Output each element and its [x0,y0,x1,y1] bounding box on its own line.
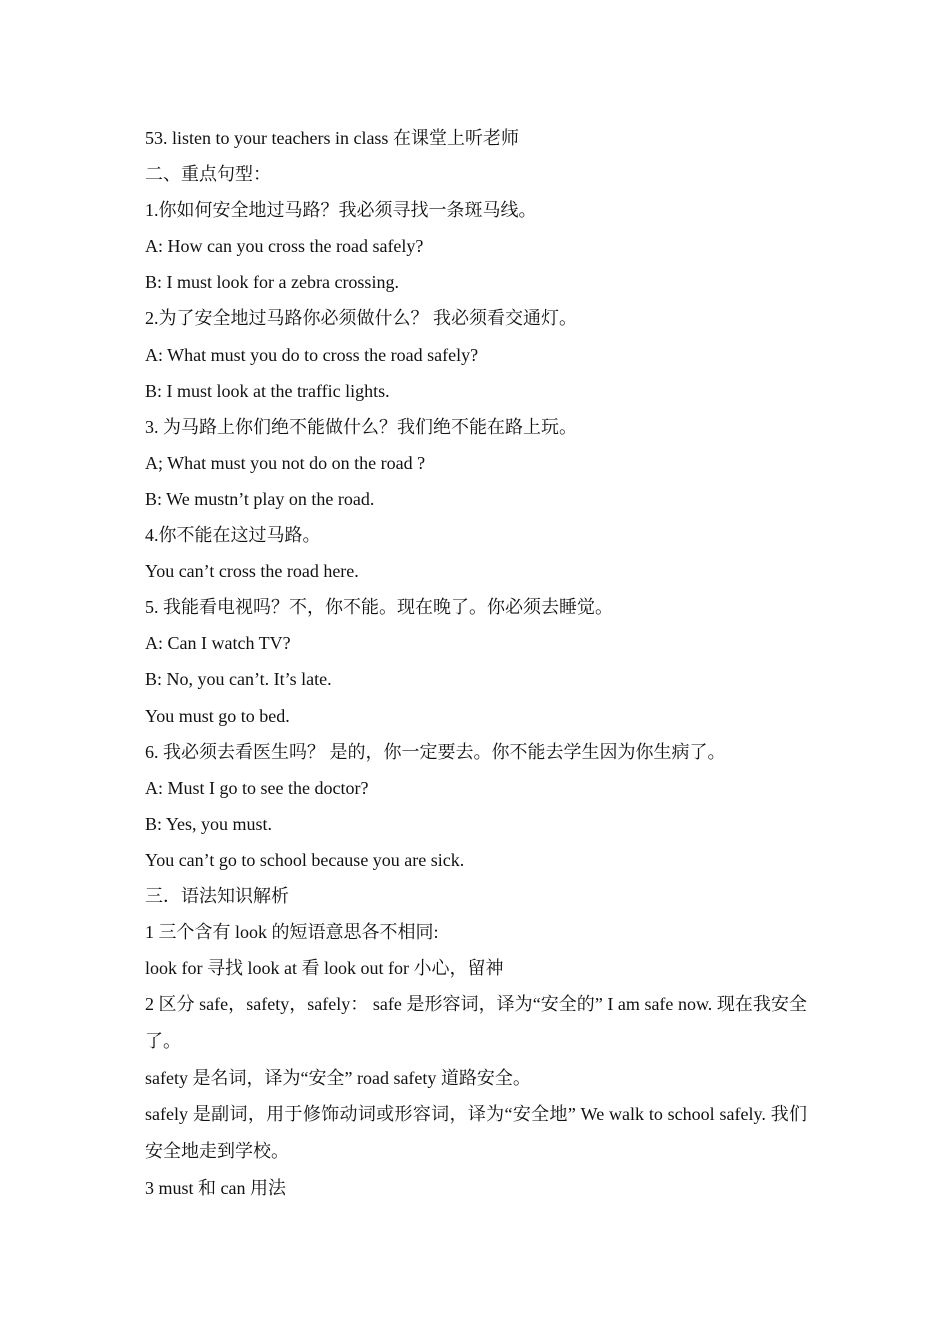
sentence-6-a: A: Must I go to see the doctor? [145,777,369,798]
sentence-1-chinese: 1.你如何安全地过马路？我必须寻找一条斑马线。 [145,200,537,221]
sentence-5-b: B: No, you can’t. It’s late. [145,669,332,690]
grammar-point-2-safe: 2 区分 safe，safety，safely： safe 是形容词，译为“安全的” I am safe now. 现在我安全了。 [145,994,807,1052]
sentence-4-chinese: 4.你不能在这过马路。 [145,525,321,546]
vocab-item-53: 53. listen to your teachers in class 在课堂上听老师 [145,128,519,148]
sentence-3-b: B: We mustn’t play on the road. [145,488,375,509]
grammar-point-1: 1 三个含有 look 的短语意思各不相同: [145,922,439,943]
sentence-6-b: B: Yes, you must. [145,813,273,834]
section-heading-key-sentences: 二、重点句型： [145,164,271,185]
sentence-1-b: B: I must look for a zebra crossing. [145,272,399,293]
sentence-5-a: A: Can I watch TV? [145,633,291,654]
document-body [145,120,807,1206]
sentence-3-chinese: 3. 为马路上你们绝不能做什么？我们绝不能在路上玩。 [145,416,577,437]
sentence-5-b-cont: You must go to bed. [145,705,290,726]
sentence-5-chinese: 5. 我能看电视吗？不，你不能。现在晚了。你必须去睡觉。 [145,597,613,618]
grammar-point-3: 3 must 和 can 用法 [145,1178,286,1199]
sentence-2-a: A: What must you do to cross the road safely? [145,344,479,365]
sentence-1-a: A: How can you cross the road safely? [145,236,424,257]
grammar-point-2-safely: safely 是副词，用于修饰动词或形容词，译为“安全地” We walk to school safely. 我们安全地走到学校。 [145,1104,807,1162]
sentence-6-chinese: 6. 我必须去看医生吗？ 是的，你一定要去。你不能去学生因为你生病了。 [145,741,726,762]
sentence-2-chinese: 2.为了安全地过马路你必须做什么？ 我必须看交通灯。 [145,308,577,329]
sentence-4-english: You can’t cross the road here. [145,561,359,582]
sentence-3-a: A; What must you not do on the road ? [145,452,426,473]
grammar-point-1-phrases: look for 寻找 look at 看 look out for 小心，留神 [145,958,504,979]
sentence-6-b-cont: You can’t go to school because you are sick. [145,849,465,870]
grammar-point-2-safety: safety 是名词，译为“安全” road safety 道路安全。 [145,1068,531,1089]
section-heading-grammar: 三．语法知识解析 [145,885,289,906]
sentence-2-b: B: I must look at the traffic lights. [145,380,390,401]
